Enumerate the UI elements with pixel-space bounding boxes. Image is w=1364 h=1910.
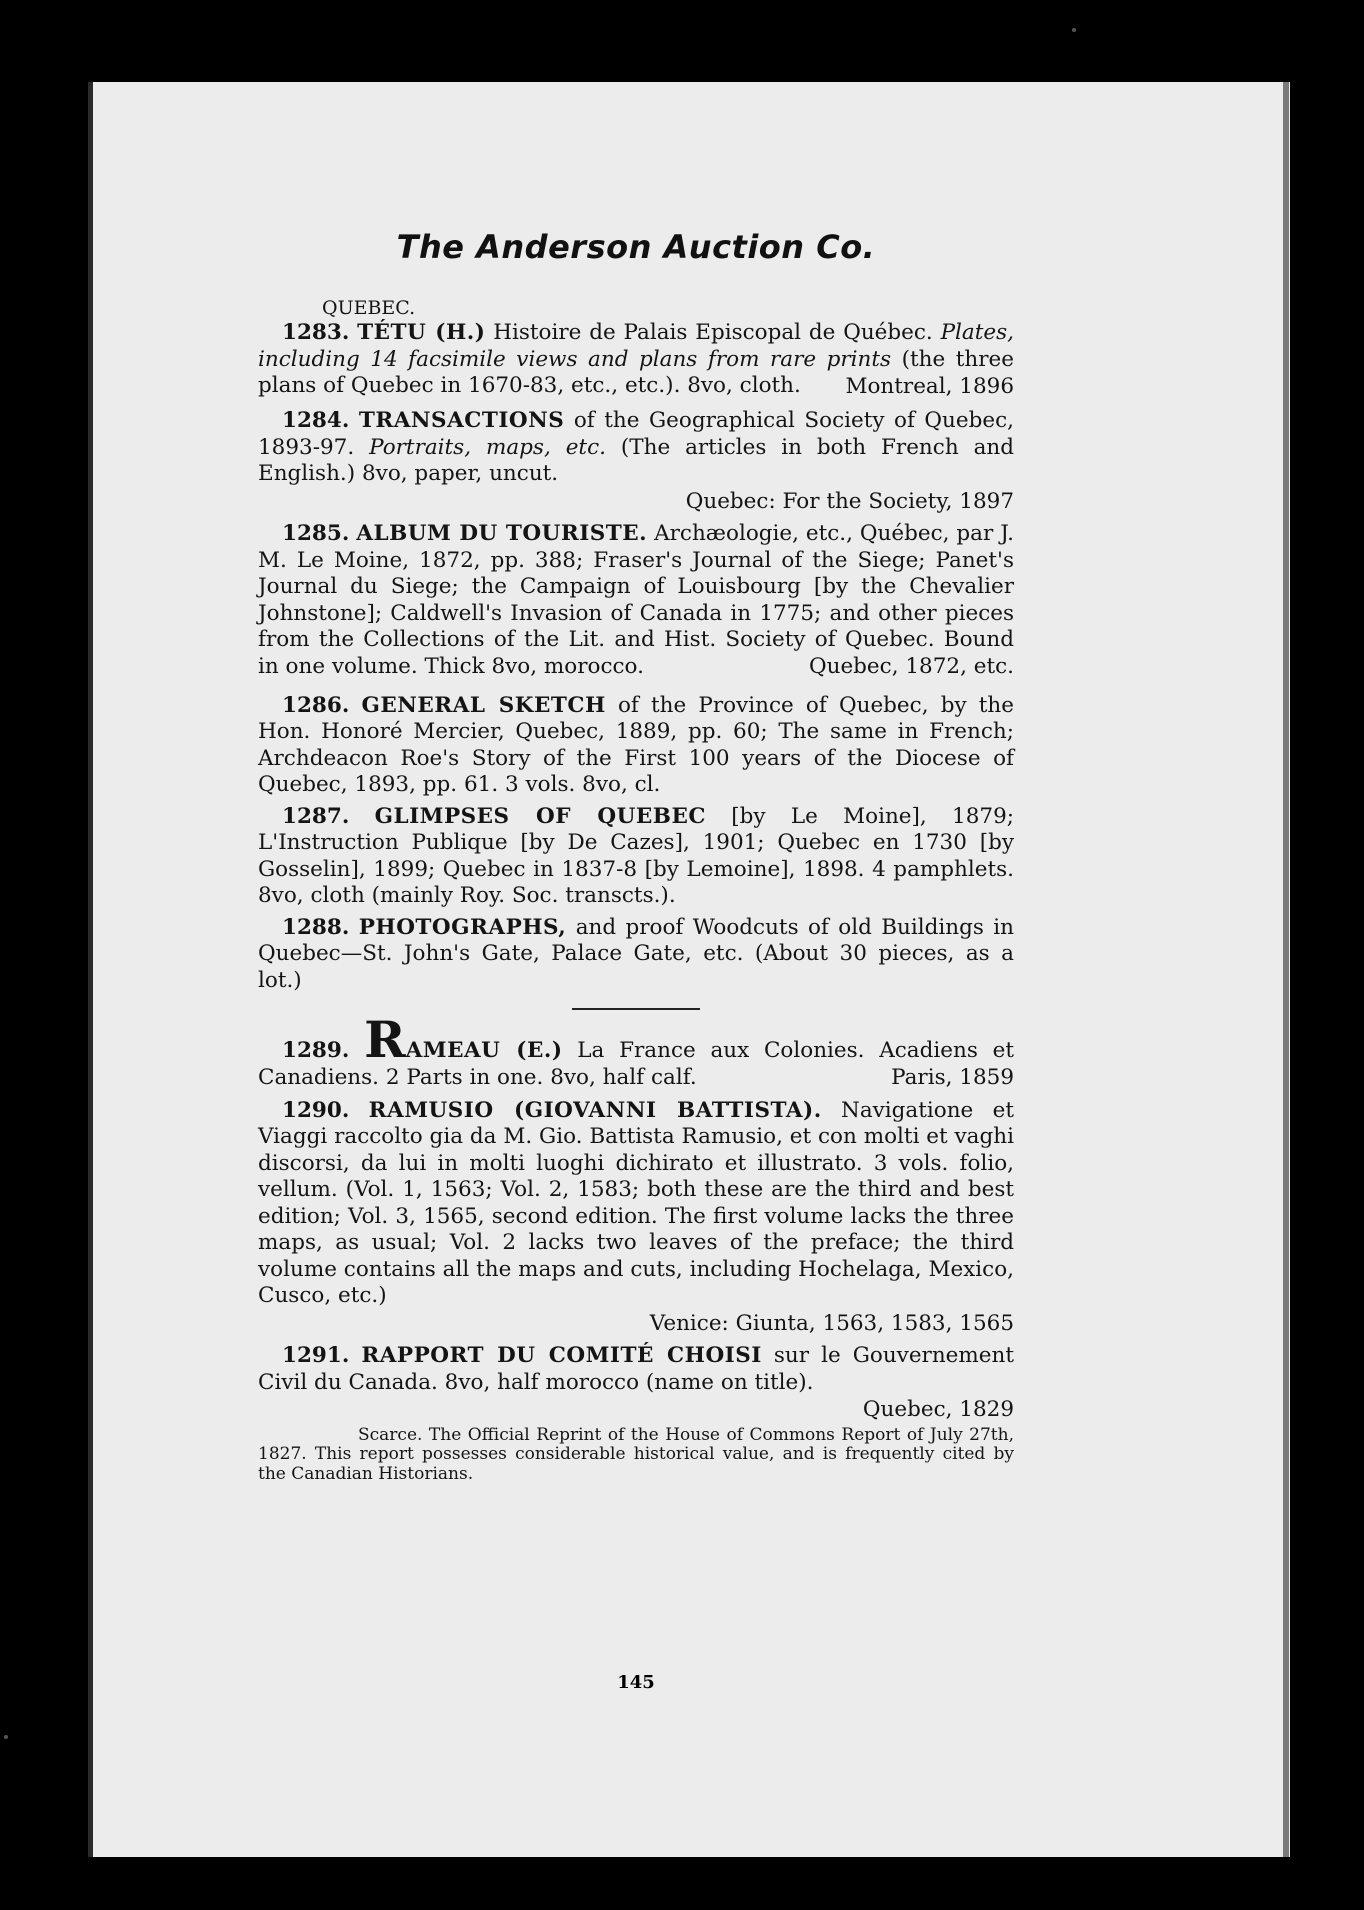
entry-text: of the Geographical Society of Quebec, 1893-97. xyxy=(258,408,1014,460)
entry-italic: Portraits, maps, etc. xyxy=(369,434,606,460)
entry-text: Navigatione et Viaggi raccolto gia da M. Gio. Battista Ramusio, et con molti et vaghi discorsi, da lui in molti luoghi dichirato et illustrato. 3 vols. folio, vellum. (Vol. 1, 1563; Vol. 2, 1583; both these are the third and best edition; Vol. 3, 1565, second edition. The first volume lacks the three maps, as usual; Vol. 2 lacks two leaves of the preface; the third volume contains all the maps and cuts, including Hochelaga, Mexico, Cusco, etc.) xyxy=(258,1097,1014,1308)
entry-number: 1286. xyxy=(282,692,350,718)
entry-number: 1288. xyxy=(282,914,350,940)
entry-text: sur le Gouvernement Civil du Canada. 8vo, half morocco (name on title). xyxy=(258,1343,1014,1395)
entry-imprint: Venice: Giunta, 1563, 1583, 1565 xyxy=(649,1310,1014,1336)
entry-number: 1290. xyxy=(282,1097,350,1123)
entry-text: of the Province of Quebec, by the Hon. Honoré Mercier, Quebec, 1889, pp. 60; The same in French; Archdeacon Roe's Story of the First 100 years of the Diocese of Quebec, 1893, pp. 61. 3 vols. 8vo, cl. xyxy=(258,692,1014,797)
entry-text-2: (the three plans of Quebec in 1670-83, etc., etc.). 8vo, cloth. xyxy=(258,346,1014,398)
catalog-entry xyxy=(258,915,1014,995)
running-head: The Anderson Auction Co. xyxy=(396,228,876,266)
entry-name: TRANSACTIONS xyxy=(358,408,565,433)
entry-text: and proof Woodcuts of old Buildings in Quebec—St. John's Gate, Palace Gate, etc. (About 30 pieces, as a lot.) xyxy=(258,914,1015,993)
page-number: 145 xyxy=(617,1672,655,1693)
entry-number: 1285. xyxy=(282,521,350,546)
entry-italic: Plates, including 14 facsimile views and plans from rare prints xyxy=(258,320,1014,372)
catalog-entry xyxy=(258,1343,1014,1396)
entry-number: 1284. xyxy=(282,408,350,433)
entry-name: TÉTU (H.) xyxy=(357,320,486,345)
entry-list xyxy=(258,320,1014,1501)
entry-name: ALBUM DU TOURISTE. xyxy=(356,521,648,546)
entry-name: GENERAL SKETCH xyxy=(361,692,606,718)
section-heading: QUEBEC. xyxy=(322,297,416,319)
page-edge xyxy=(1283,82,1289,1857)
entry-number: 1291. xyxy=(282,1343,350,1368)
entry-number: 1283. xyxy=(282,320,350,345)
section-divider xyxy=(572,1008,700,1010)
catalog-entry xyxy=(258,1098,1014,1310)
scan-speck xyxy=(4,1735,8,1739)
entry-text: La France aux Colonies. Acadiens et Canadiens. 2 Parts in one. 8vo, half calf. xyxy=(258,1038,1014,1090)
entry-name: RAMUSIO (GIOVANNI BATTISTA). xyxy=(368,1097,822,1123)
entry-number: 1287. xyxy=(282,803,350,829)
entry-text: Archæologie, etc., Québec, par J. M. Le Moine, 1872, pp. 388; Fraser's Journal of the Siege; Panet's Journal du Siege; the Campaign of Louisbourg [by the Chevalier Johnstone]; Caldwell's Invasion of Canada in 1775; and other pieces from the Collections of the Lit. and Hist. Society of Quebec. Bound in one volume. Thick 8vo, morocco. xyxy=(258,521,1014,679)
catalog-entry xyxy=(258,408,1014,488)
catalog-entry xyxy=(258,804,1014,910)
entry-imprint: Paris, 1859 xyxy=(891,1065,1014,1090)
scan-speck xyxy=(1072,28,1076,32)
entry-name: GLIMPSES OF QUEBEC xyxy=(374,803,706,829)
entry-imprint: Quebec, 1829 xyxy=(862,1397,1014,1422)
entry-name: AMEAU (E.) xyxy=(405,1038,563,1063)
entry-number: 1289. xyxy=(282,1038,350,1063)
entry-text-2: (The articles in both French and English.) 8vo, paper, uncut. xyxy=(258,434,1015,486)
entry-text: Histoire de Palais Episcopal de Québec. xyxy=(493,320,933,345)
entry-text: [by Le Moine], 1879; L'Instruction Publique [by De Cazes], 1901; Quebec en 1730 [by Gosselin], 1899; Quebec in 1837-8 [by Lemoine], 1898. 4 pamphlets. 8vo, cloth (mainly Roy. Soc. transcts.). xyxy=(258,803,1014,908)
entry-note: Scarce. The Official Reprint of the House of Commons Report of July 27th, 1827. This report possesses considerable historical value, and is frequently cited by the Canadian Historians. xyxy=(258,1424,1014,1484)
entry-imprint: Montreal, 1896 xyxy=(845,373,1014,399)
entry-name: PHOTOGRAPHS, xyxy=(358,914,567,940)
catalog-entry xyxy=(258,693,1014,799)
entry-imprint: Quebec, 1872, etc. xyxy=(808,654,1014,679)
drop-cap: R xyxy=(364,1010,406,1069)
book-spine-shadow xyxy=(88,82,93,1857)
entry-name: RAPPORT DU COMITÉ CHOISI xyxy=(361,1343,762,1368)
entry-imprint: Quebec: For the Society, 1897 xyxy=(685,488,1014,514)
